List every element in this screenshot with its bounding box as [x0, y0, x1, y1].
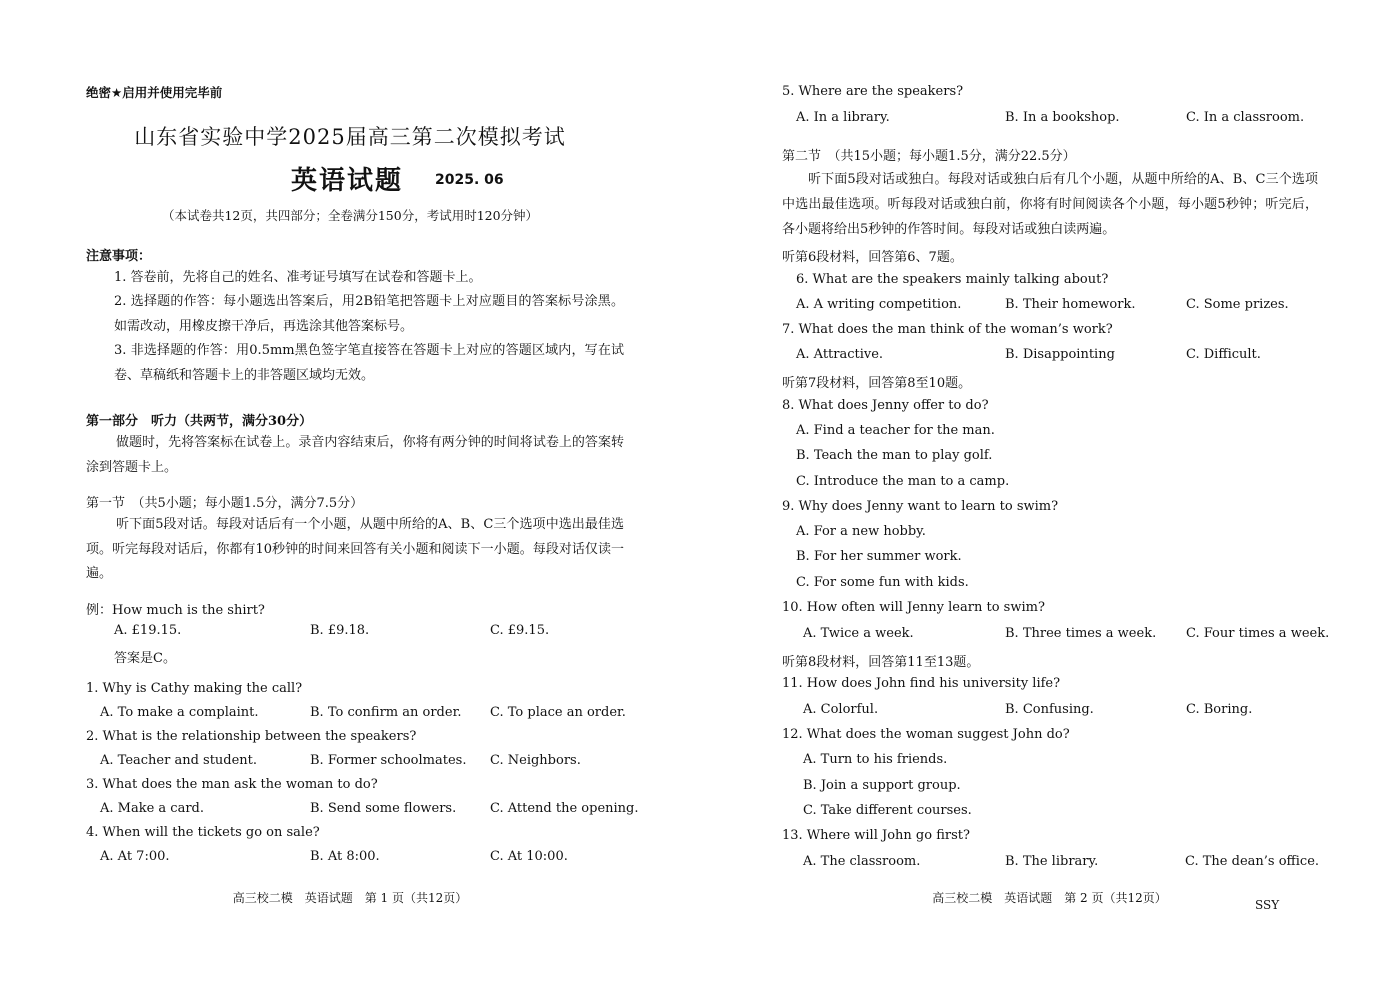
q5-option-b: B. In a bookshop. — [1005, 110, 1120, 125]
q7-option-c: C. Difficult. — [1186, 347, 1261, 362]
q11-option-b: B. Confusing. — [1005, 702, 1094, 717]
q3-option-c: C. Attend the opening. — [490, 801, 639, 816]
q6-option-b: B. Their homework. — [1005, 297, 1136, 312]
part1-heading: 第一部分 听力（共两节，满分30分） — [86, 414, 313, 429]
confidential-prefix: 绝密 — [86, 85, 112, 100]
star-icon: ★ — [111, 85, 123, 100]
question-8: 8. What does Jenny offer to do? — [782, 398, 989, 413]
q12-option-b: B. Join a support group. — [803, 778, 961, 793]
q10-option-b: B. Three times a week. — [1005, 626, 1157, 641]
q8-option-b: B. Teach the man to play golf. — [796, 448, 993, 463]
q3-option-b: B. Send some flowers. — [310, 801, 457, 816]
example-answer: 答案是C。 — [114, 651, 176, 666]
material-8-label: 听第8段材料，回答第11至13题。 — [782, 655, 980, 670]
q6-option-a: A. A writing competition. — [796, 297, 962, 312]
q5-option-a: A. In a library. — [796, 110, 890, 125]
example-option-c: C. £9.15. — [490, 623, 550, 638]
q8-option-a: A. Find a teacher for the man. — [796, 423, 995, 438]
question-3: 3. What does the man ask the woman to do? — [86, 777, 378, 792]
question-2: 2. What is the relationship between the speakers? — [86, 729, 417, 744]
q2-option-c: C. Neighbors. — [490, 753, 581, 768]
q2-option-a: A. Teacher and student. — [100, 753, 258, 768]
page-2-footer: 高三校二模 英语试题 第 2 页（共12页） — [932, 891, 1167, 905]
q10-option-a: A. Twice a week. — [803, 626, 914, 641]
q13-option-c: C. The dean’s office. — [1185, 854, 1320, 869]
q13-option-b: B. The library. — [1005, 854, 1099, 869]
subject-title: 英语试题 — [291, 166, 404, 196]
question-13: 13. Where will John go first? — [782, 828, 970, 843]
section2-heading: 第二节 （共15小题；每小题1.5分，满分22.5分） — [782, 149, 1076, 164]
q8-option-c: C. Introduce the man to a camp. — [796, 474, 1010, 489]
question-5: 5. Where are the speakers? — [782, 84, 964, 99]
question-9: 9. Why does Jenny want to learn to swim? — [782, 499, 1059, 514]
q4-option-a: A. At 7:00. — [100, 849, 170, 864]
q9-option-b: B. For her summer work. — [796, 549, 962, 564]
q4-option-b: B. At 8:00. — [310, 849, 380, 864]
q13-option-a: A. The classroom. — [803, 854, 921, 869]
q1-option-b: B. To confirm an order. — [310, 705, 462, 720]
example-option-b: B. £9.18. — [310, 623, 370, 638]
exam-info: （本试卷共12页，共四部分；全卷满分150分，考试用时120分钟） — [161, 208, 539, 223]
confidential-suffix: 启用并使用完毕前 — [122, 85, 223, 100]
notes-heading: 注意事项： — [86, 249, 152, 264]
question-4: 4. When will the tickets go on sale? — [86, 825, 320, 840]
question-12: 12. What does the woman suggest John do? — [782, 727, 1070, 742]
page-2 — [700, 0, 1399, 983]
example-question: 例：How much is the shirt? — [86, 603, 265, 618]
section1-intro: 听下面5段对话。每段对话后有一个小题，从题中所给的A、B、C三个选项中选出最佳选项。听完每段对话后，你都有10秒钟的时间来回答有关小题和阅读下一小题。每段对话仅读一遍。 — [86, 517, 624, 581]
q12-option-a: A. Turn to his friends. — [803, 752, 948, 767]
question-1: 1. Why is Cathy making the call? — [86, 681, 303, 696]
question-11: 11. How does John find his university life? — [782, 676, 1061, 691]
section2-intro: 听下面5段对话或独白。每段对话或独白后有几个小题，从题中所给的A、B、C三个选项中选出最佳选项。听每段对话或独白前，你将有时间阅读各个小题，每小题5秒钟；听完后，各小题将给出5秒钟的作答时间。每段对话或独白读两遍。 — [782, 172, 1318, 237]
q3-option-a: A. Make a card. — [100, 801, 204, 816]
example-option-a: A. £19.15. — [114, 623, 182, 638]
q7-option-a: A. Attractive. — [796, 347, 884, 362]
q9-option-c: C. For some fun with kids. — [796, 575, 969, 590]
q4-option-c: C. At 10:00. — [490, 849, 568, 864]
question-10: 10. How often will Jenny learn to swim? — [782, 600, 1045, 615]
exam-date: 2025. 06 — [435, 172, 504, 188]
material-6-label: 听第6段材料，回答第6、7题。 — [782, 250, 963, 265]
q11-option-a: A. Colorful. — [803, 702, 879, 717]
q7-option-b: B. Disappointing — [1005, 347, 1115, 362]
school-title: 山东省实验中学2025届高三第二次模拟考试 — [134, 125, 566, 149]
q5-option-c: C. In a classroom. — [1186, 110, 1305, 125]
question-6: 6. What are the speakers mainly talking about? — [796, 272, 1109, 287]
material-7-label: 听第7段材料，回答第8至10题。 — [782, 376, 972, 391]
section1-heading: 第一节 （共5小题；每小题1.5分，满分7.5分） — [86, 496, 364, 511]
note-3: 3. 非选择题的作答：用0.5mm黑色签字笔直接答在答题卡上对应的答题区域内，写在试卷、草稿纸和答题卡上的非答题区域均无效。 — [114, 343, 624, 383]
page-1-footer: 高三校二模 英语试题 第 1 页（共12页） — [232, 891, 468, 905]
q6-option-c: C. Some prizes. — [1186, 297, 1289, 312]
q9-option-a: A. For a new hobby. — [796, 524, 926, 539]
question-7: 7. What does the man think of the woman’s work? — [782, 322, 1113, 337]
paper-code: SSY — [1255, 898, 1280, 912]
part1-intro: 做题时，先将答案标在试卷上。录音内容结束后，你将有两分钟的时间将试卷上的答案转涂到答题卡上。 — [86, 435, 624, 475]
q11-option-c: C. Boring. — [1186, 702, 1253, 717]
q10-option-c: C. Four times a week. — [1186, 626, 1330, 641]
q1-option-c: C. To place an order. — [490, 705, 626, 720]
note-2: 2. 选择题的作答：每小题选出答案后，用2B铅笔把答题卡上对应题目的答案标号涂黑。如需改动，用橡皮擦干净后，再选涂其他答案标号。 — [114, 294, 624, 334]
confidential-label — [86, 83, 222, 101]
q2-option-b: B. Former schoolmates. — [310, 753, 467, 768]
q1-option-a: A. To make a complaint. — [100, 705, 259, 720]
q12-option-c: C. Take different courses. — [803, 803, 972, 818]
note-1: 1. 答卷前，先将自己的姓名、准考证号填写在试卷和答题卡上。 — [114, 270, 482, 285]
